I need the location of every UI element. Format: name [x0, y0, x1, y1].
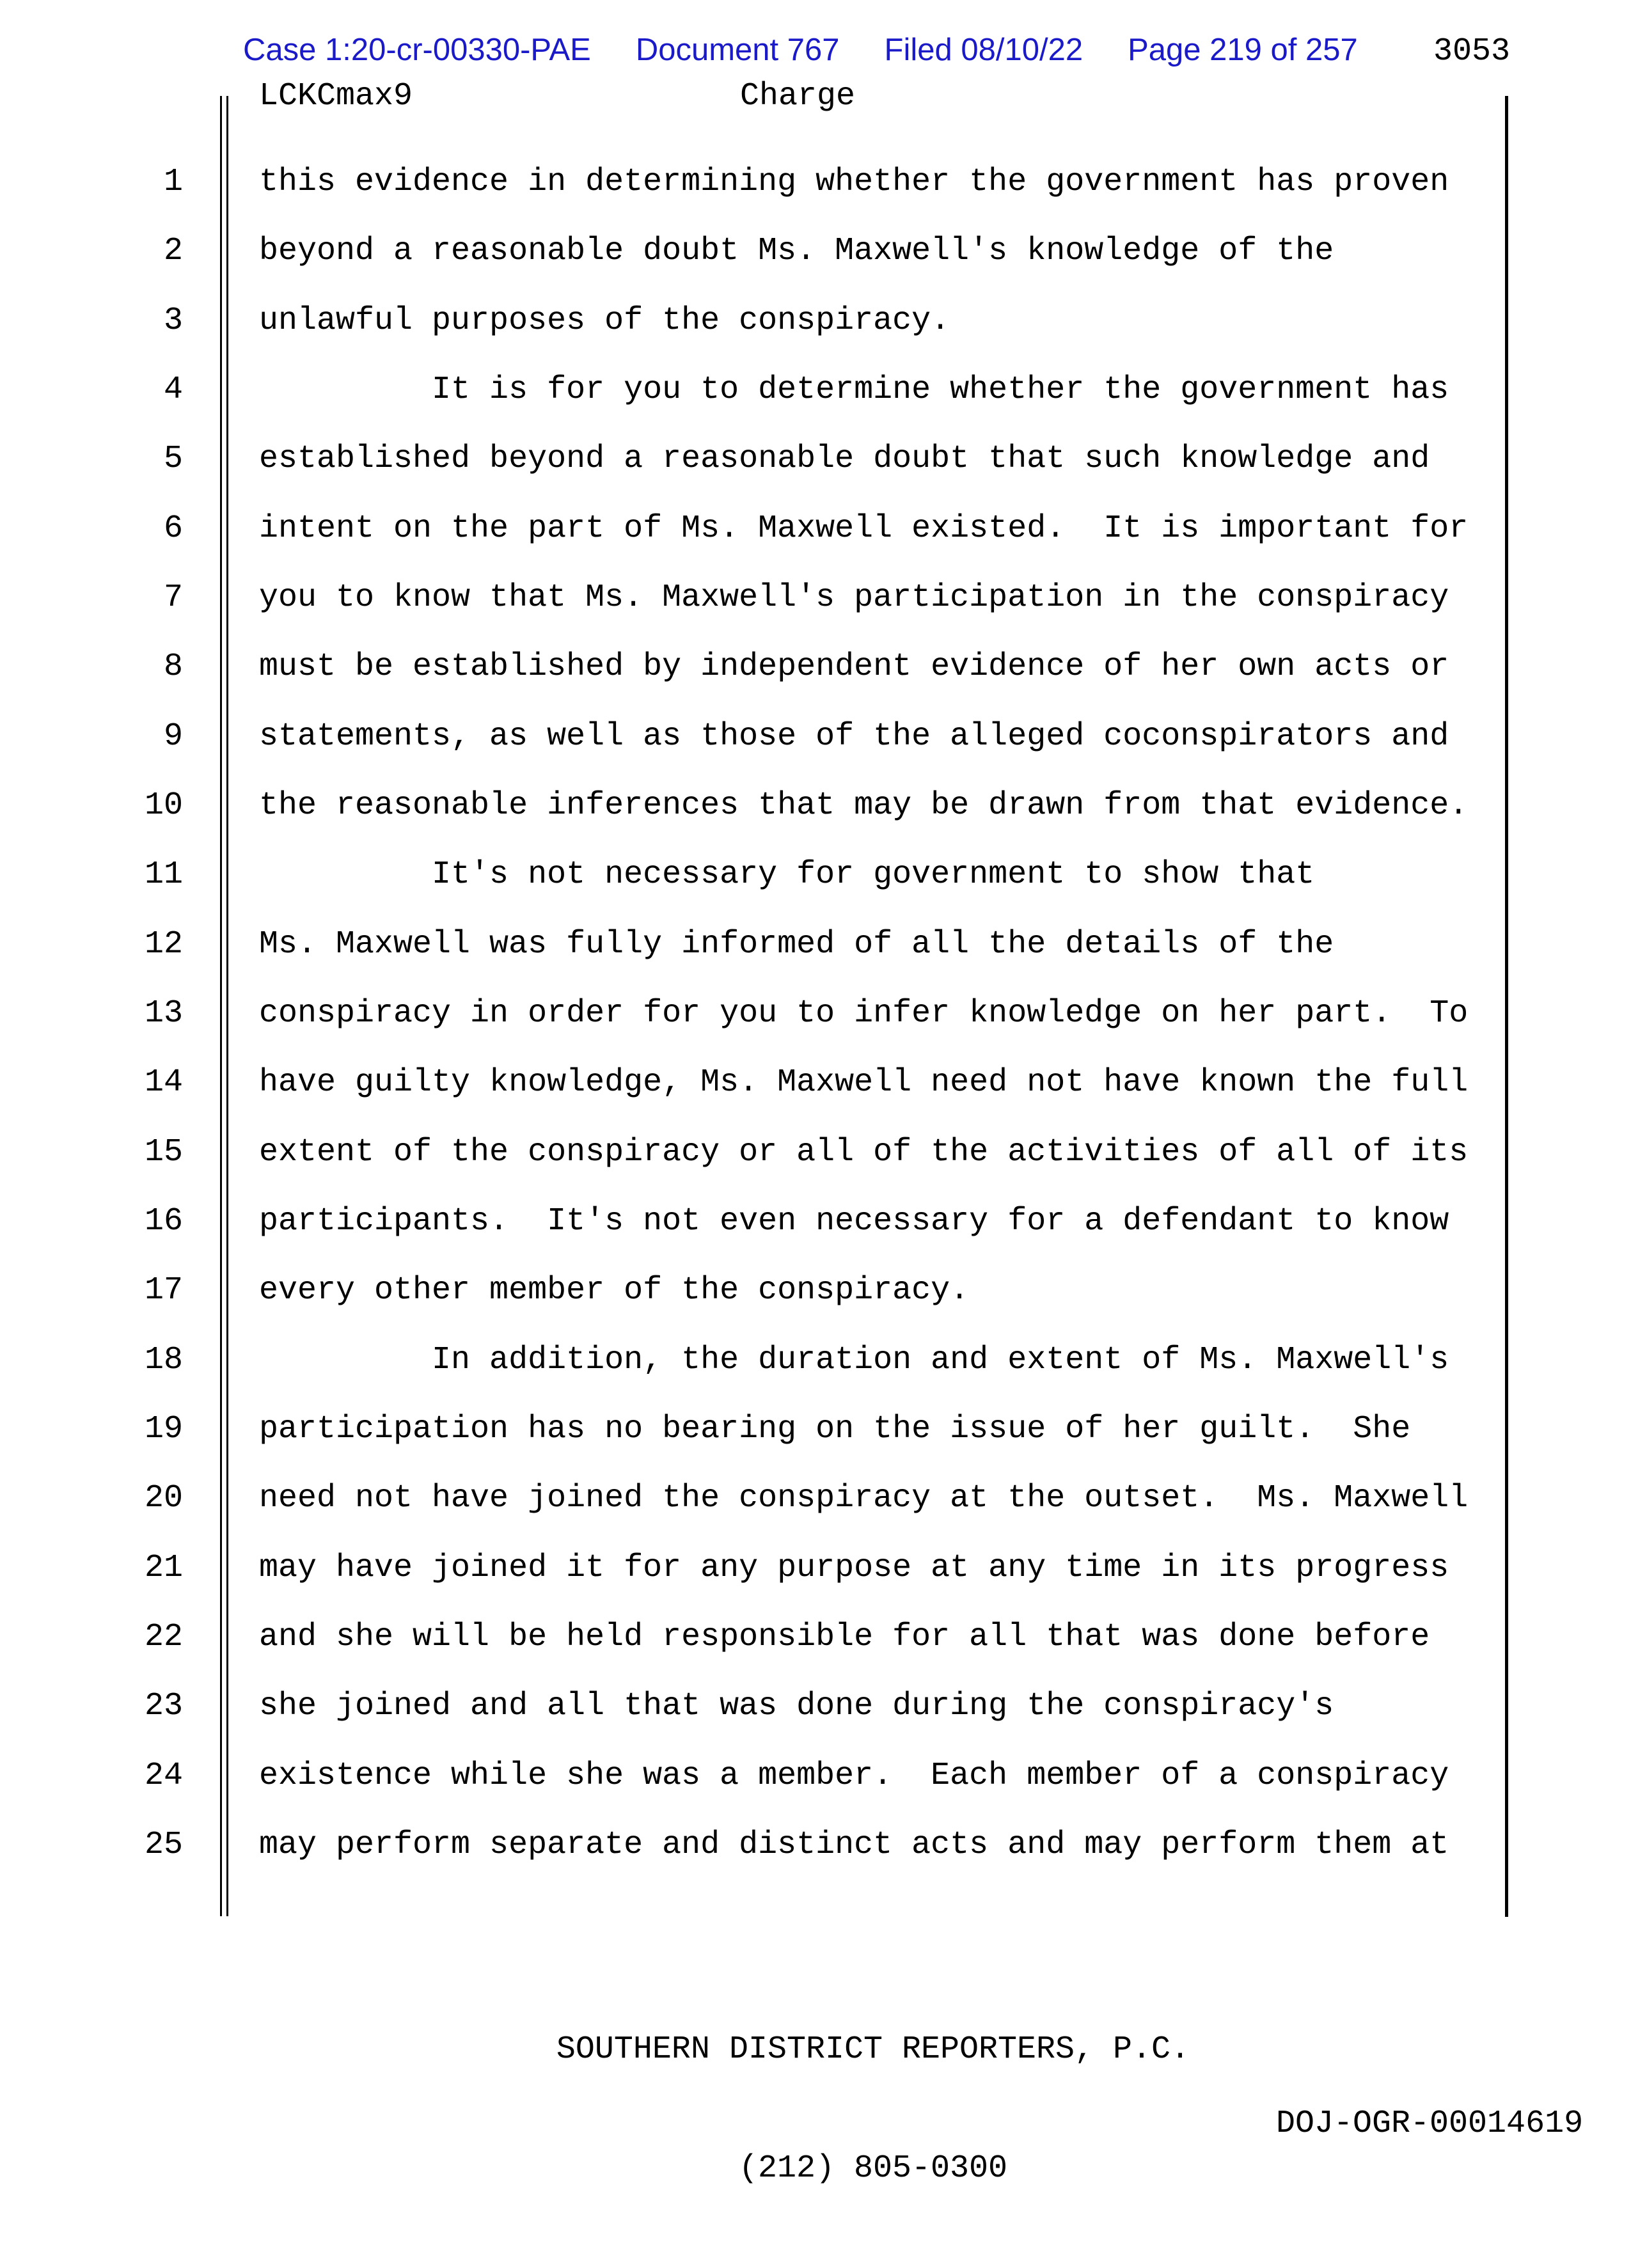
- filed-date: Filed 08/10/22: [884, 33, 1083, 67]
- transcript-line-row: [128, 1742, 1468, 1811]
- line-number: 21: [144, 1549, 183, 1586]
- ecf-header-stamp: [243, 32, 1358, 68]
- line-number: 17: [144, 1272, 183, 1309]
- transcript-line-row: [128, 979, 1468, 1048]
- line-text: existence while she was a member. Each member of a conspiracy: [259, 1757, 1449, 1794]
- line-text: extent of the conspiracy or all of the activities of all of its: [259, 1133, 1469, 1170]
- line-text: need not have joined the conspiracy at the outset. Ms. Maxwell: [259, 1480, 1469, 1517]
- line-number: 16: [144, 1202, 183, 1240]
- line-text: have guilty knowledge, Ms. Maxwell need not have known the full: [259, 1064, 1469, 1101]
- line-text: established beyond a reasonable doubt that such knowledge and: [259, 441, 1430, 478]
- transcript-line-row: [128, 1672, 1468, 1741]
- line-number: 24: [144, 1757, 183, 1794]
- transcript-line-row: [128, 494, 1468, 563]
- line-number: 1: [163, 164, 183, 200]
- transcript-line-row: [128, 563, 1468, 633]
- line-number: 22: [144, 1618, 183, 1655]
- document-number: Document 767: [635, 33, 840, 67]
- line-text: participation has no bearing on the issue of her guilt. She: [259, 1410, 1411, 1447]
- line-number: 8: [163, 649, 183, 686]
- line-text: may perform separate and distinct acts and may perform them at: [259, 1826, 1449, 1863]
- transcript-line-row: [128, 1256, 1468, 1325]
- transcript-line-row: [128, 1603, 1468, 1672]
- transcript-line-row: [128, 1534, 1468, 1603]
- transcript-line-row: [128, 1187, 1468, 1256]
- page-of-pages: Page 219 of 257: [1128, 33, 1358, 67]
- transcript-line-row: [128, 910, 1468, 979]
- line-number: 6: [163, 510, 183, 547]
- line-text: unlawful purposes of the conspiracy.: [259, 302, 950, 339]
- line-text: you to know that Ms. Maxwell's participation in the conspiracy: [259, 579, 1449, 616]
- reporter-org: SOUTHERN DISTRICT REPORTERS, P.C.: [556, 2031, 1190, 2068]
- line-number: 15: [144, 1133, 183, 1170]
- line-number: 9: [163, 718, 183, 755]
- transcript-line-row: [128, 1048, 1468, 1117]
- transcript-line-row: [128, 148, 1468, 217]
- line-number: 10: [144, 787, 183, 824]
- line-number: 11: [144, 856, 183, 894]
- line-text: beyond a reasonable doubt Ms. Maxwell's knowledge of the: [259, 233, 1334, 270]
- line-number: 5: [163, 441, 183, 478]
- section-title: Charge: [740, 78, 856, 114]
- line-text: must be established by independent evidence of her own acts or: [259, 649, 1449, 686]
- transcript-line-row: [128, 425, 1468, 494]
- line-number: 25: [144, 1826, 183, 1863]
- line-number: 19: [144, 1410, 183, 1447]
- line-text: the reasonable inferences that may be drawn from that evidence.: [259, 787, 1469, 824]
- line-number: 18: [144, 1341, 183, 1378]
- line-text: every other member of the conspiracy.: [259, 1272, 970, 1309]
- line-number: 23: [144, 1688, 183, 1725]
- line-number: 13: [144, 995, 183, 1032]
- line-number: 4: [163, 371, 183, 408]
- reporter-phone: (212) 805-0300: [738, 2150, 1008, 2187]
- transcript-body: [128, 148, 1468, 1880]
- line-text: It is for you to determine whether the government has: [259, 371, 1449, 408]
- line-number: 2: [163, 233, 183, 270]
- case-number: Case 1:20-cr-00330-PAE: [243, 33, 591, 67]
- transcript-line-row: [128, 771, 1468, 840]
- transcript-line-row: [128, 287, 1468, 356]
- transcript-line-row: [128, 633, 1468, 702]
- line-text: she joined and all that was done during the conspiracy's: [259, 1688, 1334, 1725]
- transcript-page-number: 3053: [1433, 33, 1511, 70]
- line-text: In addition, the duration and extent of Ms. Maxwell's: [259, 1341, 1449, 1378]
- transcript-line-row: [128, 217, 1468, 286]
- bates-number: DOJ-OGR-00014619: [1276, 2106, 1584, 2142]
- transcript-line-row: [128, 1395, 1468, 1464]
- transcript-line-row: [128, 702, 1468, 771]
- line-text: conspiracy in order for you to infer knowledge on her part. To: [259, 995, 1469, 1032]
- line-text: Ms. Maxwell was fully informed of all the details of the: [259, 925, 1334, 963]
- line-text: may have joined it for any purpose at any time in its progress: [259, 1549, 1449, 1586]
- transcript-line-row: [128, 356, 1468, 425]
- transcript-line-row: [128, 1464, 1468, 1533]
- line-number: 3: [163, 302, 183, 339]
- line-number: 7: [163, 579, 183, 616]
- transcript-line-row: [128, 840, 1468, 910]
- line-number: 14: [144, 1064, 183, 1101]
- transcript-line-row: [128, 1326, 1468, 1395]
- line-text: intent on the part of Ms. Maxwell existed. It is important for: [259, 510, 1469, 547]
- transcript-line-row: [128, 1118, 1468, 1187]
- line-text: It's not necessary for government to show that: [259, 856, 1315, 894]
- transcript-line-row: [128, 1811, 1468, 1880]
- line-text: participants. It's not even necessary for a defendant to know: [259, 1202, 1449, 1240]
- line-text: statements, as well as those of the alleged coconspirators and: [259, 718, 1449, 755]
- session-code: LCKCmax9: [259, 78, 413, 114]
- line-number: 12: [144, 925, 183, 963]
- line-text: and she will be held responsible for all that was done before: [259, 1618, 1430, 1655]
- line-text: this evidence in determining whether the government has proven: [259, 164, 1449, 200]
- line-number: 20: [144, 1480, 183, 1517]
- right-rule: [1505, 96, 1508, 1917]
